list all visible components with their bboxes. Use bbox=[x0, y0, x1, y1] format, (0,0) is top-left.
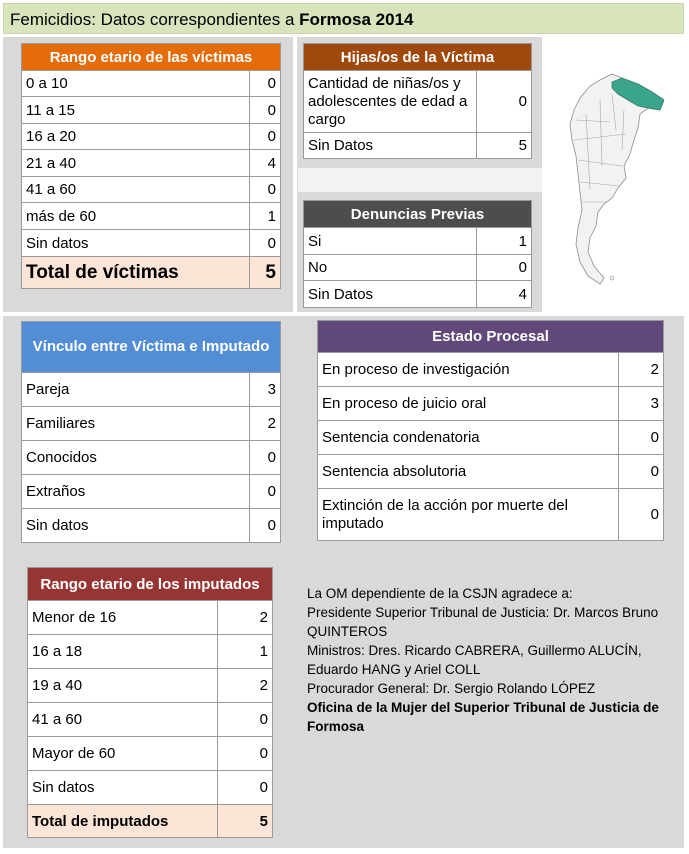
table-edad-victimas bbox=[21, 43, 281, 289]
table-row: Cantidad de niñas/os y adolescentes de edad a cargo 0 bbox=[304, 71, 532, 133]
panel-gap-white bbox=[298, 168, 542, 192]
total-row: Total de víctimas 5 bbox=[22, 257, 281, 289]
table-row: Sin Datos 5 bbox=[304, 133, 532, 159]
table-row: No 0 bbox=[304, 255, 532, 281]
credits-line: Procurador General: Dr. Sergio Rolando LÓPEZ bbox=[307, 681, 596, 696]
argentina-map-icon bbox=[560, 70, 664, 285]
credits-line: La OM dependiente de la CSJN agradece a: bbox=[307, 586, 573, 601]
table-title: Estado Procesal bbox=[318, 321, 664, 353]
table-row: 11 a 15 0 bbox=[22, 97, 281, 124]
table-row: 0 a 10 0 bbox=[22, 71, 281, 97]
table-row: Conocidos 0 bbox=[22, 441, 281, 475]
table-row: Si 1 bbox=[304, 228, 532, 255]
table-hijos bbox=[303, 43, 532, 159]
credits-line-bold: Oficina de la Mujer del Superior Tribunal de Justicia de Formosa bbox=[307, 700, 659, 734]
table-row: más de 60 1 bbox=[22, 203, 281, 230]
table-row: 16 a 20 0 bbox=[22, 124, 281, 150]
table-row: 41 a 60 0 bbox=[22, 177, 281, 203]
credits-line: Ministros: Dres. Ricardo CABRERA, Guillermo ALUCÍN, Eduardo HANG y Ariel COLL bbox=[307, 643, 642, 677]
table-row: En proceso de investigación 2 bbox=[318, 353, 664, 387]
table-row: Sin datos 0 bbox=[22, 230, 281, 257]
table-row: Sentencia absolutoria 0 bbox=[318, 455, 664, 489]
table-title: Vínculo entre Víctima e Imputado bbox=[22, 322, 281, 373]
table-row: Mayor de 60 0 bbox=[28, 737, 273, 771]
table-title: Hijas/os de la Víctima bbox=[304, 44, 532, 71]
table-edad-imputados bbox=[27, 567, 273, 838]
table-row: Sin datos 0 bbox=[28, 771, 273, 805]
page-title: Femicidios: Datos correspondientes a Formosa 2014 bbox=[3, 3, 684, 34]
table-row: Sin datos 0 bbox=[22, 509, 281, 543]
table-row: Pareja 3 bbox=[22, 373, 281, 407]
table-row: En proceso de juicio oral 3 bbox=[318, 387, 664, 421]
credits-line: Presidente Superior Tribunal de Justicia: Dr. Marcos Bruno QUINTEROS bbox=[307, 605, 659, 639]
table-row: Menor de 16 2 bbox=[28, 601, 273, 635]
table-row: Familiares 2 bbox=[22, 407, 281, 441]
table-estado-procesal bbox=[317, 320, 664, 541]
table-row: Extinción de la acción por muerte del imputado 0 bbox=[318, 489, 664, 541]
table-denuncias bbox=[303, 200, 532, 308]
table-row: 16 a 18 1 bbox=[28, 635, 273, 669]
table-vinculo bbox=[21, 321, 281, 543]
table-row: 41 a 60 0 bbox=[28, 703, 273, 737]
table-row: 21 a 40 4 bbox=[22, 150, 281, 177]
total-row: Total de imputados 5 bbox=[28, 805, 273, 838]
table-title: Rango etario de las víctimas bbox=[22, 44, 281, 71]
table-row: Sentencia condenatoria 0 bbox=[318, 421, 664, 455]
table-row: 19 a 40 2 bbox=[28, 669, 273, 703]
credits-text bbox=[307, 584, 681, 736]
table-row: Sin Datos 4 bbox=[304, 281, 532, 308]
table-title: Denuncias Previas bbox=[304, 201, 532, 228]
table-row: Extraños 0 bbox=[22, 475, 281, 509]
table-title: Rango etario de los imputados bbox=[28, 568, 273, 601]
